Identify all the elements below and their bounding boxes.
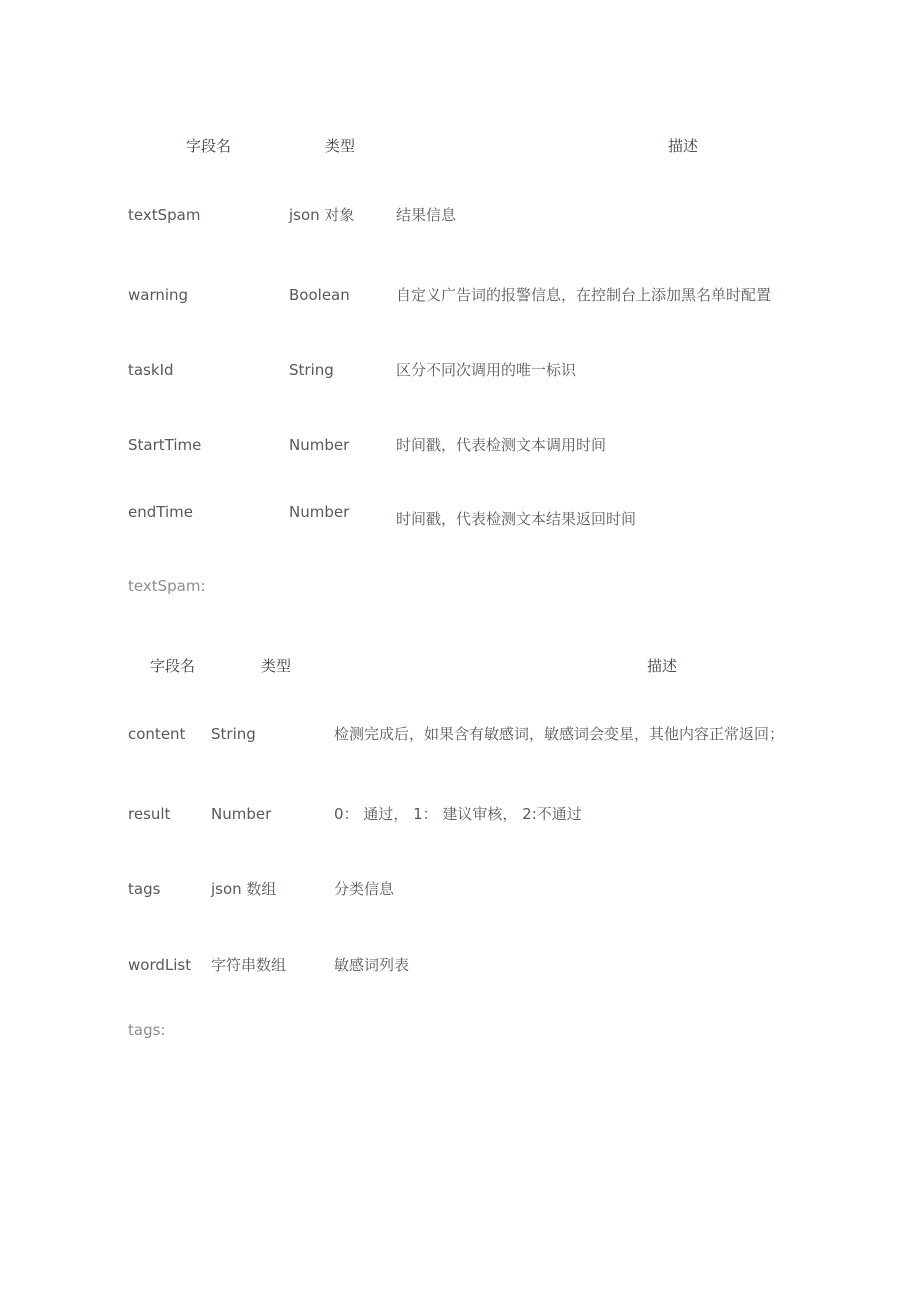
table2-row-0-field: content: [128, 725, 186, 743]
table2-row-3-desc: 敏感词列表: [334, 956, 410, 974]
table2-row-2-type: json 数组: [211, 880, 277, 898]
table2-header-type: 类型: [261, 657, 292, 675]
table1-row-3-field: StartTime: [128, 436, 202, 454]
table2-row-3-type: 字符串数组: [211, 956, 287, 974]
table2-row-2-field: tags: [128, 880, 161, 898]
table2-header-field: 字段名: [150, 657, 196, 675]
table1-row-1-type: Boolean: [289, 286, 350, 304]
table1-header-type: 类型: [325, 137, 356, 155]
table1-row-2-desc: 区分不同次调用的唯一标识: [396, 361, 577, 379]
table2-row-3-field: wordList: [128, 956, 192, 974]
table1-row-2-type: String: [289, 361, 334, 379]
table1-row-0-desc: 结果信息: [396, 206, 457, 224]
section-label-tags: tags:: [128, 1021, 166, 1039]
table2-row-1-desc: 0： 通过， 1： 建议审核， 2:不通过: [334, 805, 582, 823]
table2-row-0-desc: 检测完成后，如果含有敏感词，敏感词会变星，其他内容正常返回；: [334, 725, 785, 743]
table1-row-1-field: warning: [128, 286, 189, 304]
table1-row-1-desc: 自定义广告词的报警信息，在控制台上添加黑名单时配置: [396, 286, 772, 304]
table1-row-4-type: Number: [289, 503, 350, 521]
table2-row-1-type: Number: [211, 805, 272, 823]
table1-header-desc: 描述: [668, 137, 699, 155]
table1-row-0-type: json 对象: [289, 206, 355, 224]
table1-row-3-desc: 时间戳，代表检测文本调用时间: [396, 436, 607, 454]
table2-row-1-field: result: [128, 805, 171, 823]
table1-row-0-field: textSpam: [128, 206, 201, 224]
table1-row-4-field: endTime: [128, 503, 193, 521]
table1-row-3-type: Number: [289, 436, 350, 454]
table1-row-2-field: taskId: [128, 361, 174, 379]
table2-header-desc: 描述: [647, 657, 678, 675]
table1-row-4-desc: 时间戳，代表检测文本结果返回时间: [396, 510, 637, 528]
section-label-textspam: textSpam:: [128, 577, 206, 595]
table2-row-0-type: String: [211, 725, 256, 743]
table1-header-field: 字段名: [186, 137, 232, 155]
table2-row-2-desc: 分类信息: [334, 880, 395, 898]
